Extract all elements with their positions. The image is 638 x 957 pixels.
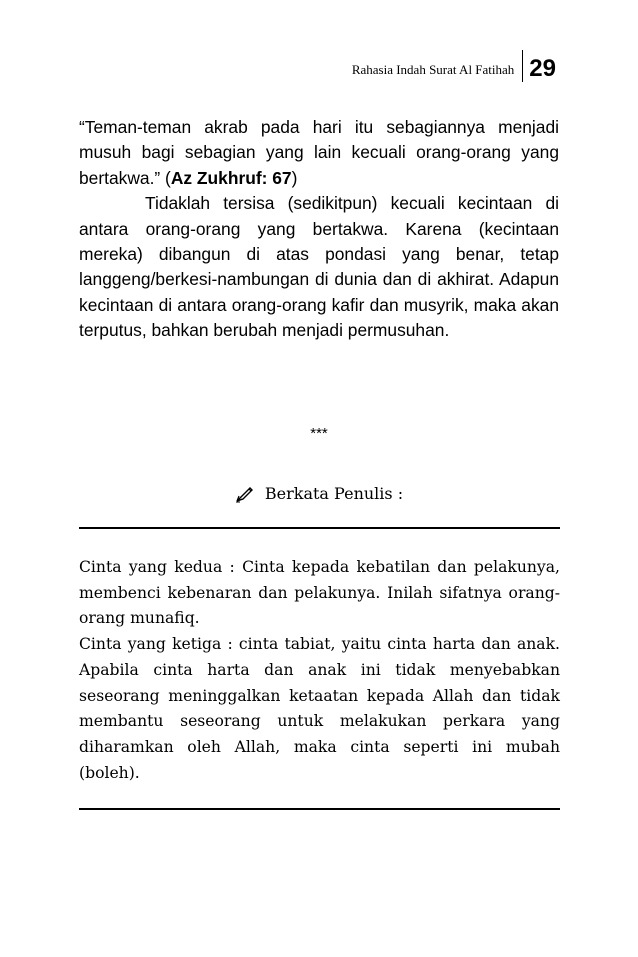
writer-paragraph-2: Cinta yang ketiga : cinta tabiat, yaitu cinta harta dan anak. Apabila cinta harta dan anak ini tidak menyebabkan seseorang meninggalkan ketaatan kepada Allah dan tidak membantu seseorang untuk melakukan perkara yang diharamkan oleh Allah, maka cinta seperti ini mubah (boleh).: [79, 635, 560, 782]
quran-quote: [79, 115, 559, 191]
running-title: Rahasia Indah Surat Al Fatihah: [351, 62, 515, 77]
explanation-paragraph: Tidaklah tersisa (sedikitpun) kecuali kecintaan di antara orang-orang yang bertakwa. Karena (kecintaan mereka) dibangun di atas pondasi yang benar, tetap langgeng/berkesi-nambungan di dunia dan di akhirat. Adapun kecintaan di antara orang-orang kafir dan musyrik, maka akan terputus, bahkan berubah menjadi permusuhan.: [79, 193, 559, 341]
writer-note-box: [79, 527, 560, 810]
writing-hand-icon: [235, 485, 255, 503]
page-number: 29: [529, 55, 556, 82]
writer-note-text: [79, 555, 560, 786]
writer-heading-label: Berkata Penulis :: [264, 484, 404, 503]
page-header: [352, 52, 556, 82]
writer-heading: [0, 484, 638, 503]
quote-reference: Az Zukhruf: 67: [170, 167, 292, 188]
quote-close: ): [291, 167, 298, 188]
writer-paragraph-1: Cinta yang kedua : Cinta kepada kebatilan dan pelakunya, membenci kebenaran dan pelakunya. Inilah sifatnya orang-orang munafiq.: [79, 558, 560, 628]
section-separator: ***: [310, 425, 328, 442]
quote-text: “Teman-teman akrab pada hari itu sebagiannya menjadi musuh bagi sebagian yang lain kecuali orang-orang yang bertakwa.” (: [79, 117, 559, 188]
main-text: [79, 115, 559, 344]
